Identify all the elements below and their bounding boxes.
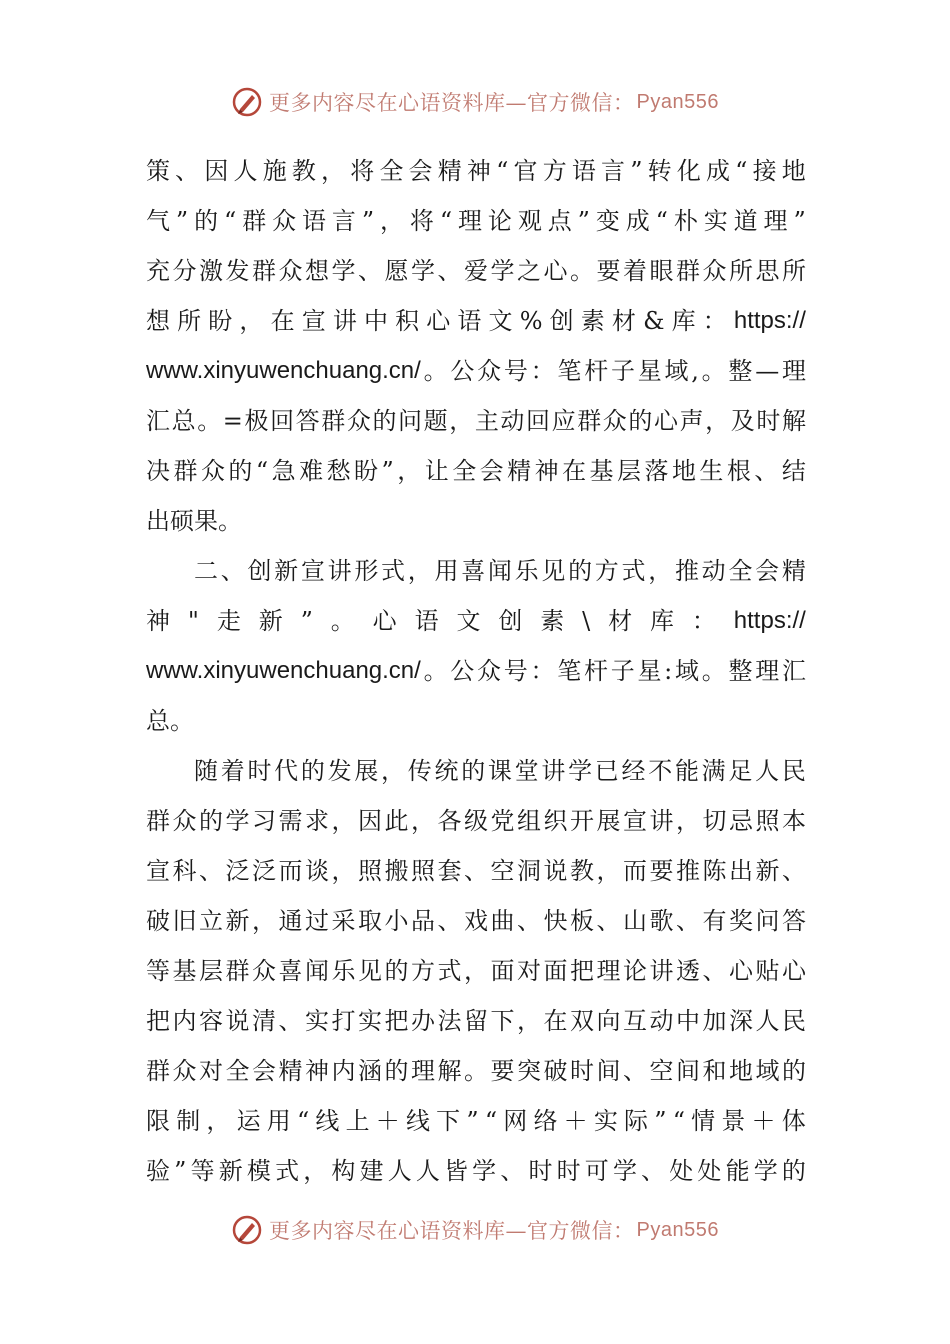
- text-line: 破 旧 立 新 ， 通 过 采 取 小 品 、 戏 曲 、 快 板 、 山 歌 、 有 奖 问 答: [146, 907, 806, 935]
- pen-logo-icon: [231, 86, 263, 118]
- header-watermark-banner: [0, 82, 950, 122]
- text-line: 汇 总 。 = 极 回 答 群 众 的 问 题 ， 主 动 回 应 群 众 的 心 声 ， 及 时 解: [146, 407, 806, 435]
- text-line: 等 基 层 群 众 喜 闻 乐 见 的 方 式 ， 面 对 面 把 理 论 讲 透 、 心 贴 心: [146, 957, 806, 985]
- text-line: 决 群 众 的 “ 急 难 愁 盼 ” ， 让 全 会 精 神 在 基 层 落 地 生 根 、 结: [146, 457, 806, 485]
- section-heading-line: 二 、 创 新 宣 讲 形 式 ， 用 喜 闻 乐 见 的 方 式 ， 推 动 全 会 精: [194, 557, 806, 585]
- text-line: 想 所 盼 ， 在 宣 讲 中 积 心 语 文 % 创 素 材 & 库 ： https://: [146, 307, 806, 335]
- banner-wechat-id: Pyan556: [636, 1218, 719, 1241]
- text-line: 群 众 对 全 会 精 神 内 涵 的 理 解 。 要 突 破 时 间 、 空 间 和 地 域 的: [146, 1057, 806, 1085]
- banner-text: 更多内容尽在心语资料库—官方微信：: [269, 1219, 635, 1243]
- text-line: www.xinyuwenchuang.cn/ 。 公 众 号 ： 笔 杆 子 星 域 , 。 整 — 理: [146, 357, 806, 385]
- text-line: 出硕果。: [146, 507, 242, 535]
- text-line: 把 内 容 说 清 、 实 打 实 把 办 法 留 下 ， 在 双 向 互 动 中 加 深 人 民: [146, 1007, 806, 1035]
- pen-logo-icon: [231, 1214, 263, 1246]
- paragraph-start-line: 随 着 时 代 的 发 展 ， 传 统 的 课 堂 讲 学 已 经 不 能 满 足 人 民: [194, 757, 806, 785]
- document-body: [146, 146, 806, 1196]
- text-line: 群 众 的 学 习 需 求 ， 因 此 ， 各 级 党 组 织 开 展 宣 讲 ， 切 忌 照 本: [146, 807, 806, 835]
- text-line: 验 ” 等 新 模 式 ， 构 建 人 人 皆 学 、 时 时 可 学 、 处 处 能 学 的: [146, 1157, 806, 1185]
- text-line: 限 制 ， 运 用 “ 线 上 ＋ 线 下 ” “ 网 络 ＋ 实 际 ” “ 情 景 ＋ 体: [146, 1107, 806, 1135]
- text-line: 神 " 走 新 ” 。 心 语 文 创 素 \ 材 库 ： https://: [146, 607, 806, 635]
- text-line: 宣 科 、 泛 泛 而 谈 ， 照 搬 照 套 、 空 洞 说 教 ， 而 要 推 陈 出 新 、: [146, 857, 806, 885]
- footer-watermark-banner: [0, 1210, 950, 1250]
- banner-wechat-id: Pyan556: [636, 90, 719, 113]
- banner-text: 更多内容尽在心语资料库—官方微信：: [269, 91, 635, 115]
- text-line: 策 、 因 人 施 教 ， 将 全 会 精 神 “ 官 方 语 言 ” 转 化 成 “ 接 地: [146, 157, 806, 185]
- text-line: www.xinyuwenchuang.cn/ 。 公 众 号 ： 笔 杆 子 星 : 域 。 整 理 汇: [146, 657, 806, 685]
- text-line: 总。: [146, 707, 194, 735]
- text-line: 充 分 激 发 群 众 想 学 、 愿 学 、 爱 学 之 心 。 要 着 眼 群 众 所 思 所: [146, 257, 806, 285]
- text-line: 气 ” 的 “ 群 众 语 言 ” ， 将 “ 理 论 观 点 ” 变 成 “ 朴 实 道 理 ”: [146, 207, 806, 235]
